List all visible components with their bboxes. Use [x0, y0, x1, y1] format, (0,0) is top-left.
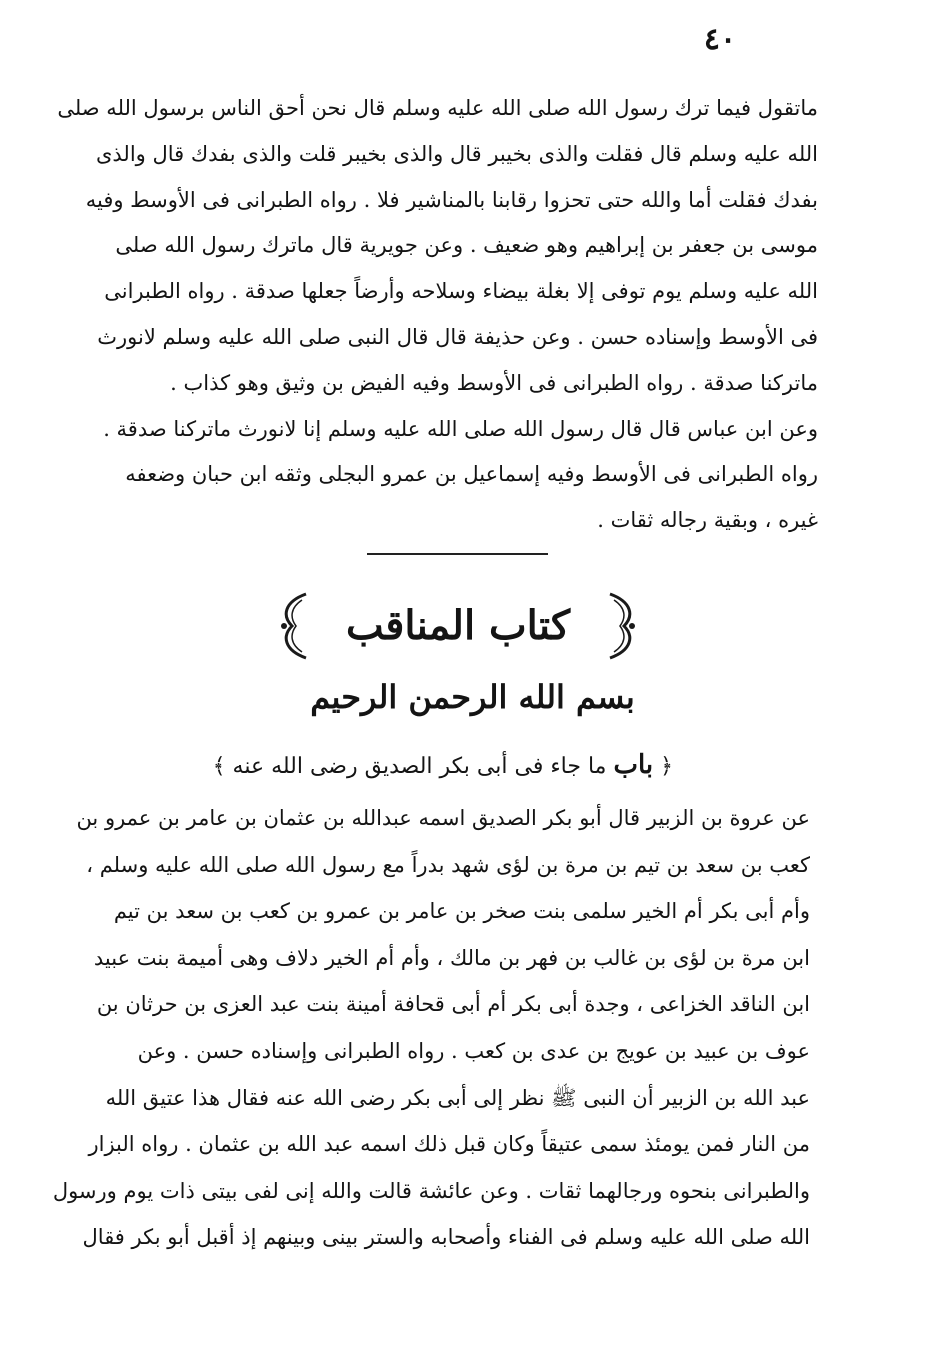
text-line: فى الأوسط وإسناده حسن . وعن حذيفة قال قال النبى صلى الله عليه وسلم لانورث — [97, 324, 818, 349]
text-line: بفدك فقلت أما والله حتى تحزوا رقابنا بالمناشير فلا . رواه الطبرانى فى الأوسط وفيه — [85, 187, 818, 212]
text-line: الله عليه وسلم قال فقلت والذى بخيبر قال والذى بخيبر قلت والذى بفدك قال والذى — [95, 141, 818, 166]
basmala-heading: بسم الله الرحمن الرحيم — [310, 678, 635, 716]
text-line: ابن مرة بن لؤى بن غالب بن فهر بن مالك ، وأم أم الخير دلاف وهى أميمة بنت عبيد — [93, 945, 810, 970]
bottom-text-block — [52, 795, 810, 1261]
text-line: وأم أبى بكر أم الخير سلمى بنت صخر بن عامر بن عمرو بن كعب بن سعد بن تيم — [113, 899, 810, 924]
text-line: موسى بن جعفر بن إبراهيم وهو ضعيف . وعن جويرية قال ماترك رسول الله صلى — [115, 233, 818, 258]
text-line: كعب بن سعد بن تيم بن مرة بن لؤى شهد بدراً مع رسول الله صلى الله عليه وسلم ، — [86, 852, 810, 877]
text-line: وعن ابن عباس قال قال رسول الله صلى الله عليه وسلم إنا لانورث ماتركنا صدقة . — [103, 416, 818, 441]
text-line: عبد الله بن الزبير أن النبى ﷺ نظر إلى أبى بكر رضى الله عنه فقال هذا عتيق الله — [105, 1085, 810, 1110]
text-line: رواه الطبرانى فى الأوسط وفيه إسماعيل بن عمرو البجلى وثقه ابن حبان وضعفه — [125, 462, 818, 487]
chapter-close-bracket: ﴾ — [212, 754, 226, 779]
text-line: غيره ، وبقية رجاله ثقات . — [597, 508, 818, 533]
text-line: الله صلى الله عليه وسلم فى الفناء وأصحابه والستر بينى وبينهم إذ أقبل أبو بكر فقال — [82, 1225, 810, 1250]
text-line: ابن الناقد الخزاعى ، وجدة أبى بكر أم أبى قحافة أمينة بنت عبد العزى بن حرثان بن — [96, 992, 810, 1017]
text-line: الله عليه وسلم يوم توفى إلا بغلة بيضاء وسلاحه وأرضاً جعلها صدقة . رواه الطبرانى — [104, 279, 818, 304]
chapter-heading — [212, 744, 673, 786]
page-number: ٤٠ — [703, 22, 737, 57]
chapter-title: ما جاء فى أبى بكر الصديق رضى الله عنه — [232, 754, 607, 779]
text-line: ماتركنا صدقة . رواه الطبرانى فى الأوسط وفيه الفيض بن وثيق وهو كذاب . — [170, 370, 818, 395]
text-line: من النار فمن يومئذ سمى عتيقاً وكان قبل ذلك اسمه عبد الله بن عثمان . رواه البزار — [88, 1132, 810, 1157]
ornamental-bracket-right-icon — [604, 590, 644, 662]
text-line: والطبرانى بنحوه ورجالهما ثقات . وعن عائشة قالت والله إنى لفى بيتى ذات يوم ورسول — [52, 1178, 810, 1203]
book-title: كتاب المناقب — [346, 602, 570, 649]
text-line: عن عروة بن الزبير قال أبو بكر الصديق اسمه عبدالله بن عثمان بن عامر بن عمرو بن — [76, 806, 810, 830]
top-text-block — [57, 86, 818, 544]
text-line: عوف بن عبيد بن عويج بن عدى بن كعب . رواه الطبرانى وإسناده حسن . وعن — [137, 1038, 810, 1063]
ornamental-bracket-left-icon — [272, 590, 312, 662]
section-divider — [367, 553, 548, 555]
chapter-open-bracket: ﴿ — [660, 754, 673, 779]
text-line: ماتقول فيما ترك رسول الله صلى الله عليه وسلم قال نحن أحق الناس برسول الله صلى — [57, 96, 818, 120]
book-title-frame — [272, 590, 644, 662]
chapter-word-bab: باب — [613, 750, 654, 780]
